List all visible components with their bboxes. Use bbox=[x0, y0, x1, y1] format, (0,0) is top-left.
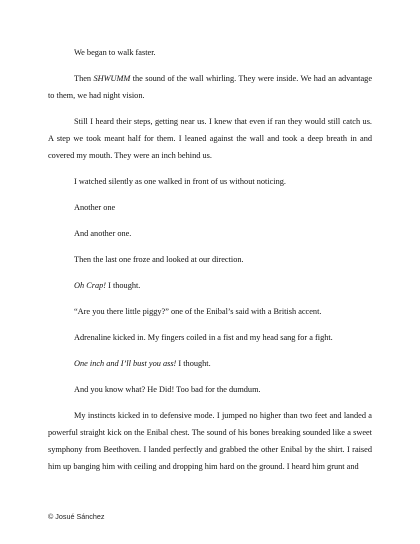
paragraph bbox=[48, 70, 372, 104]
text-segment: And you know what? He Did! Too bad for the dumdum. bbox=[74, 385, 261, 394]
paragraph bbox=[48, 329, 372, 346]
paragraph bbox=[48, 355, 372, 372]
paragraph bbox=[48, 44, 372, 61]
text-segment: the sound of the wall whirling. They were inside. We had an advantage to them, we had night vision. bbox=[48, 74, 373, 100]
text-segment: My instincts kicked in to defensive mode. I jumped no higher than two feet and landed a powerful straight kick on the Enibal chest. The sound of his bones breaking sounded like a sweet symphony from Beethoven. I landed perfectly and grabbed the other Enibal by the shirt. I raised him up banging him with ceiling and dropping him hard on the ground. I heard him grunt and bbox=[48, 411, 372, 471]
text-segment: Then the last one froze and looked at our direction. bbox=[74, 255, 244, 264]
italic-text: Oh Crap! bbox=[74, 281, 107, 290]
text-segment: I watched silently as one walked in front of us without noticing. bbox=[74, 177, 286, 186]
text-segment: We began to walk faster. bbox=[74, 48, 156, 57]
text-segment: Then bbox=[74, 74, 94, 83]
text-segment: “Are you there little piggy?” one of the Enibal’s said with a British accent. bbox=[74, 307, 322, 316]
paragraph bbox=[48, 381, 372, 398]
italic-text: SHWUMM bbox=[93, 74, 131, 83]
paragraph bbox=[48, 173, 372, 190]
text-segment: I thought. bbox=[176, 359, 211, 368]
copyright-footer: © Josué Sánchez bbox=[48, 512, 105, 521]
paragraph bbox=[48, 199, 372, 216]
text-segment: Adrenaline kicked in. My fingers coiled in a fist and my head sang for a fight. bbox=[74, 333, 333, 342]
paragraph bbox=[48, 303, 372, 320]
paragraph bbox=[48, 251, 372, 268]
text-segment: Another one bbox=[74, 203, 116, 212]
paragraph bbox=[48, 113, 372, 164]
italic-text: One inch and I’ll bust you ass! bbox=[74, 359, 177, 368]
body-text bbox=[48, 44, 372, 484]
paragraph bbox=[48, 277, 372, 294]
text-segment: Still I heard their steps, getting near us. I knew that even if ran they would still catch us. A step we took meant half for them. I leaned against the wall and took a deep breath in and covered my mouth. They were an inch behind us. bbox=[48, 117, 372, 160]
paragraph bbox=[48, 407, 372, 475]
paragraph bbox=[48, 225, 372, 242]
text-segment: I thought. bbox=[106, 281, 141, 290]
text-segment: And another one. bbox=[74, 229, 132, 238]
